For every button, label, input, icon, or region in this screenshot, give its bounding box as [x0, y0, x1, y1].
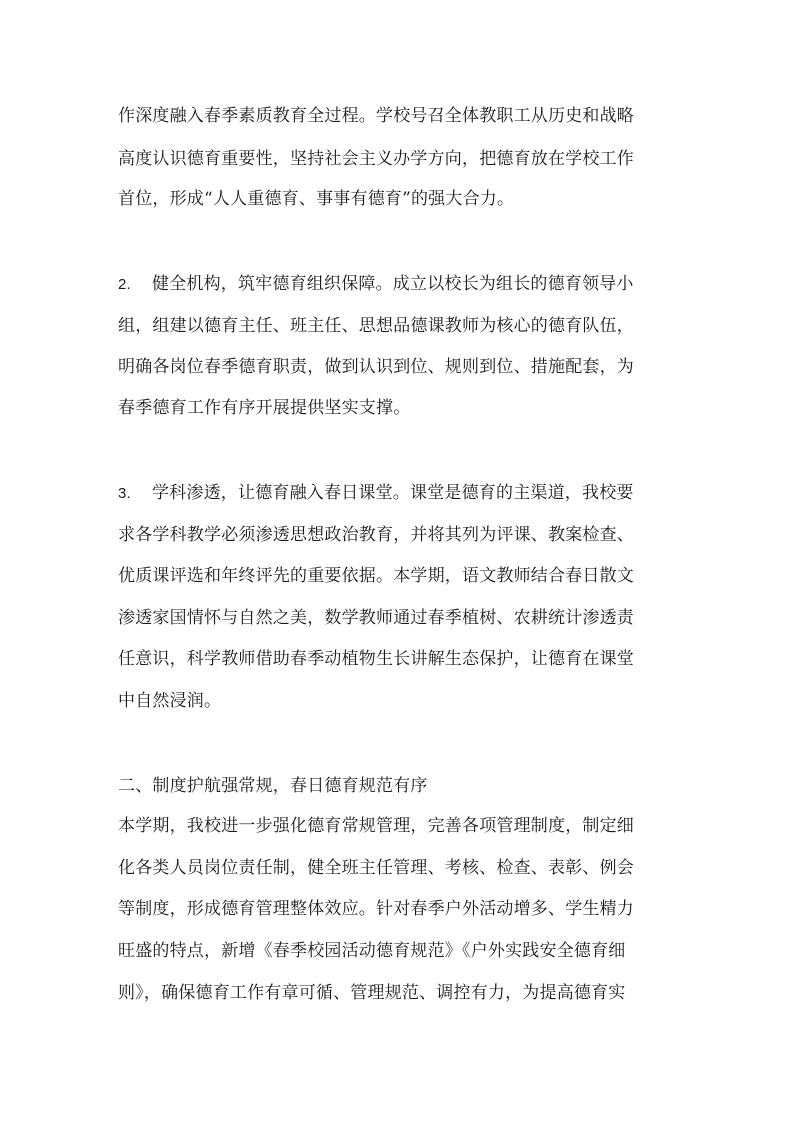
section-2-line-3: 等制度，形成德育管理整体效应。针对春季户外活动增多、学生精力	[118, 899, 634, 919]
section-2-line-1: 本学期，我校进一步强化德育常规管理，完善各项管理制度，制定细	[118, 816, 634, 836]
paragraph-1-line-3: 首位，形成“人人重德育、事事有德育”的强大合力。	[118, 189, 515, 209]
item-3-line-6: 中自然浸润。	[118, 691, 222, 711]
item-3-number: 3.	[118, 485, 131, 502]
item-3-line-1	[118, 482, 678, 505]
item-3-line-5: 任意识，科学教师借助春季动植物生长讲解生态保护，让德育在课堂	[118, 649, 634, 669]
item-3-text-1: 学科渗透，让德育融入春日课堂。课堂是德育的主渠道，我校要	[152, 483, 634, 503]
paragraph-1-line-1: 作深度融入春季素质教育全过程。学校号召全体教职工从历史和战略	[118, 106, 634, 126]
section-2-heading: 二、制度护航强常规，春日德育规范有序	[118, 776, 428, 796]
item-2-number: 2.	[118, 276, 131, 293]
item-2-line-3: 明确各岗位春季德育职责，做到认识到位、规则到位、措施配套，为	[118, 357, 634, 377]
paragraph-1-line-2: 高度认识德育重要性，坚持社会主义办学方向，把德育放在学校工作	[118, 149, 634, 169]
item-2-text-1: 健全机构，筑牢德育组织保障。成立以校长为组长的德育领导小	[152, 274, 634, 294]
item-3-line-4: 渗透家国情怀与自然之美，数学教师通过春季植树、农耕统计渗透责	[118, 608, 634, 628]
item-2-line-1	[118, 273, 678, 296]
item-2-line-2: 组，组建以德育主任、班主任、思想品德课教师为核心的德育队伍，	[118, 316, 634, 336]
section-2-line-4: 旺盛的特点，新增《春季校园活动德育规范》《户外实践安全德育细	[118, 941, 626, 961]
item-3-line-2: 求各学科教学必须渗透思想政治教育，并将其列为评课、教案检查、	[118, 525, 634, 545]
section-2-line-2: 化各类人员岗位责任制，健全班主任管理、考核、检查、表彰、例会	[118, 858, 634, 878]
item-2-line-4: 春季德育工作有序开展提供坚实支撑。	[118, 398, 411, 418]
item-3-line-3: 优质课评选和年终评先的重要依据。本学期，语文教师结合春日散文	[118, 566, 634, 586]
section-2-line-5: 则》，确保德育工作有章可循、管理规范、调控有力，为提高德育实	[118, 983, 626, 1003]
